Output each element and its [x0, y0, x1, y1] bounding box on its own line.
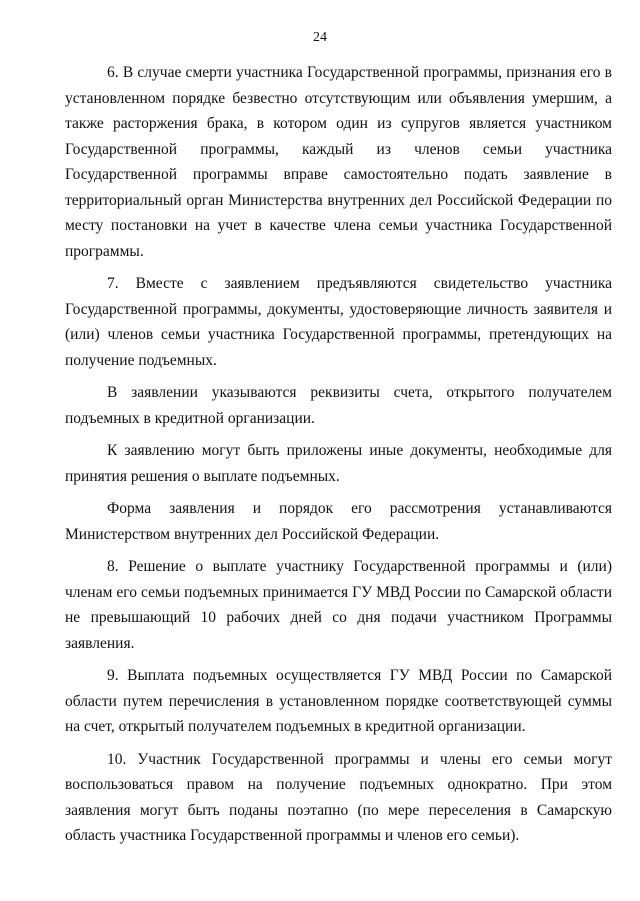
- paragraph-7-account-details: В заявлении указываются реквизиты счета, открытого получателем подъемных в кредитной организации.: [65, 384, 612, 427]
- paragraph-9: 9. Выплата подъемных осуществляется ГУ МВД России по Самарской области путем перечисления в установленном порядке соответствующей суммы на счет, открытый получателем подъемных в кредитной организации.: [65, 667, 612, 735]
- document-body: [65, 60, 612, 849]
- paragraph-7: 7. Вместе с заявлением предъявляются свидетельство участника Государственной программы, документы, удостоверяющие личность заявителя и (или) членов семьи участника Государственной программы, претендующих на получение подъемных.: [65, 275, 612, 369]
- page-number: 24: [313, 30, 327, 45]
- paragraph-7-application-form: Форма заявления и порядок его рассмотрения устанавливаются Министерством внутренних дел Российской Федерации.: [65, 500, 612, 543]
- paragraph-8: 8. Решение о выплате участнику Государственной программы и (или) членам его семьи подъемных принимается ГУ МВД России по Самарской области не превышающий 10 рабочих дней со дня подачи участником Программы заявления.: [65, 558, 612, 652]
- paragraph-7-other-documents: К заявлению могут быть приложены иные документы, необходимые для принятия решения о выплате подъемных.: [65, 442, 612, 485]
- paragraph-6: 6. В случае смерти участника Государственной программы, признания его в установленном порядке безвестно отсутствующим или объявления умершим, а также расторжения брака, в котором один из супругов является участником Государственной программы, каждый из членов семьи участника Государственной программы вправе самостоятельно подать заявление в территориальный орган Министерства внутренних дел Российской Федерации по месту постановки на учет в качестве члена семьи участника Государственной программы.: [65, 64, 612, 260]
- paragraph-10: 10. Участник Государственной программы и члены его семьи могут воспользоваться правом на получение подъемных однократно. При этом заявления могут быть поданы поэтапно (по мере переселения в Самарскую область участника Государственной программы и членов его семьи).: [65, 750, 612, 844]
